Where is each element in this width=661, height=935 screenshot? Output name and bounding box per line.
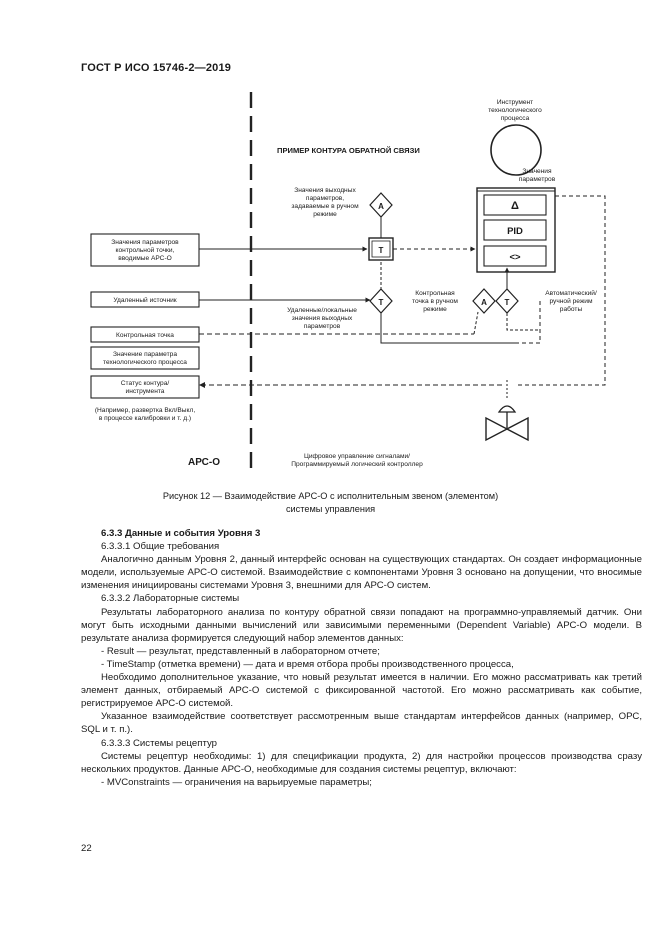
apco-label: АРС-О — [188, 457, 220, 468]
svg-text:Удаленный источник: Удаленный источник — [113, 297, 177, 304]
svg-text:работы: работы — [559, 306, 583, 313]
svg-text:Программируемый логический кон: Программируемый логический контроллер — [291, 461, 423, 468]
status-note — [95, 407, 196, 422]
page-number: 22 — [81, 843, 92, 854]
section-heading-6-3-3-1: 6.3.3.1 Общие требования — [101, 541, 220, 553]
svg-text:в процессе калибровки и т. д.): в процессе калибровки и т. д.) — [98, 415, 192, 422]
paragraph: Системы рецептур необходимы: 1) для спецификации продукта, 2) для настройки процессов производства сразу нескольких продуктов. Данные АРС-О, необходимые для создания системы рецептур, включают: — [81, 750, 642, 775]
pid-label: PID — [507, 226, 523, 237]
dcs-plc-label — [291, 453, 423, 468]
svg-text:Значения параметров: Значения параметров — [111, 239, 179, 246]
mode-arrows-icon: <> — [509, 252, 521, 263]
list-item: - Result — результат, представленный в лабораторном отчете; — [101, 645, 380, 657]
status-box — [91, 376, 199, 398]
svg-text:параметров,: параметров, — [305, 195, 345, 202]
control-valve-icon — [486, 380, 528, 440]
svg-text:Цифровое управление сигналами/: Цифровое управление сигналами/ — [303, 453, 411, 460]
section-heading-6-3-3: 6.3.3 Данные и события Уровня 3 — [101, 528, 261, 539]
svg-text:процесса: процесса — [500, 115, 530, 122]
controller-block — [477, 188, 555, 272]
param-values-label — [519, 168, 556, 183]
main-text — [81, 527, 642, 789]
process-value-box — [91, 347, 199, 369]
svg-text:параметров: параметров — [518, 176, 556, 183]
figure-caption-line2: системы управления — [285, 504, 376, 514]
svg-text:Статус контура/: Статус контура/ — [120, 380, 170, 387]
section-heading-6-3-3-2: 6.3.3.2 Лабораторные системы — [101, 593, 240, 605]
svg-text:точка в ручном: точка в ручном — [412, 298, 458, 305]
svg-text:ручной режим: ручной режим — [549, 298, 593, 305]
svg-text:Значение параметра: Значение параметра — [113, 351, 177, 358]
svg-text:режиме: режиме — [313, 211, 337, 218]
svg-text:режиме: режиме — [423, 306, 447, 313]
svg-text:Контрольная точка: Контрольная точка — [116, 332, 174, 339]
paragraph: Аналогично данным Уровня 2, данный интерфейс основан на существующих стандартах. Он создает информационные модели, используемые АРС-О системой. Взаимодействие с компонентами Уровня 3 основано на допущении, что вносимые изменения инициированы системами Уровня 3, внешними для АРС-О систем. — [81, 554, 642, 592]
setpoint-box — [91, 234, 199, 266]
svg-text:T: T — [378, 298, 384, 307]
manual-output-diamond — [370, 193, 392, 217]
svg-text:Удаленные/локальные: Удаленные/локальные — [287, 307, 357, 314]
delta-icon: Δ — [511, 200, 519, 212]
remote-local-label — [287, 307, 357, 330]
svg-text:параметров: параметров — [303, 323, 341, 330]
svg-text:контрольной точки,: контрольной точки, — [115, 247, 175, 254]
svg-text:Автоматический/: Автоматический/ — [545, 290, 597, 297]
transfer-block — [369, 238, 393, 260]
svg-text:Инструмент: Инструмент — [496, 99, 534, 106]
section-heading-6-3-3-3: 6.3.3.3 Системы рецептур — [101, 737, 217, 749]
checkpoint-manual-diamond — [473, 289, 495, 313]
svg-text:Значения выходных: Значения выходных — [294, 187, 356, 194]
paragraph: Результаты лабораторного анализа по контуру обратной связи попадают на программно-управляемый датчик. Они могут быть исходными данными вычислений или зависимыми переменными (Dependent Variable) АРС-О модели. В результате анализа формируется следующий набор элементов данных: — [81, 606, 642, 644]
svg-text:задаваемые в ручном: задаваемые в ручном — [291, 203, 359, 210]
figure-title: ПРИМЕР КОНТУРА ОБРАТНОЙ СВЯЗИ — [277, 146, 420, 155]
checkpoint-manual-label — [412, 290, 458, 313]
list-item: - TimeStamp (отметка времени) — дата и время отбора пробы производственного процесса, — [101, 658, 514, 670]
svg-text:значения выходных: значения выходных — [291, 315, 353, 322]
remote-local-diamond — [370, 289, 392, 313]
svg-text:Значения: Значения — [522, 168, 552, 175]
svg-text:технологического процесса: технологического процесса — [103, 359, 187, 366]
svg-text:Контрольная: Контрольная — [415, 290, 455, 297]
checkpoint-box — [91, 327, 199, 342]
auto-manual-diamond — [496, 289, 518, 313]
svg-text:T: T — [378, 246, 384, 255]
svg-text:(Например, развертка Вкл/Выкл,: (Например, развертка Вкл/Выкл, — [94, 407, 196, 414]
svg-text:A: A — [378, 202, 384, 211]
manual-outputs-label — [291, 187, 359, 218]
instrument-label — [488, 99, 542, 122]
remote-source-box — [91, 292, 199, 307]
auto-manual-label — [545, 289, 597, 313]
svg-text:технологического: технологического — [488, 107, 542, 114]
figure-caption — [0, 490, 661, 516]
svg-text:T: T — [504, 298, 510, 307]
svg-text:A: A — [481, 298, 487, 307]
paragraph: Указанное взаимодействие соответствует рассмотренным выше стандартам интерфейсов данных (например, ОРС, SQL и т. п.). — [81, 711, 642, 736]
list-item: - MVConstraints — ограничения на варьируемые параметры; — [101, 776, 372, 788]
paragraph: Необходимо дополнительное указание, что новый результат имеется в наличии. Его можно рассматривать как третий элемент данных, отбираемый АРС-О системой с фиксированной частотой. Его можно рассматривать как событие, регистрируемое АРС-О системой. — [81, 672, 642, 710]
svg-text:вводимые АРС-О: вводимые АРС-О — [118, 255, 172, 262]
document-header: ГОСТ Р ИСО 15746-2—2019 — [81, 62, 232, 74]
svg-text:инструмента: инструмента — [125, 388, 165, 395]
figure-caption-line1: Рисунок 12 — Взаимодействие АРС-О с исполнительным звеном (элементом) — [162, 491, 499, 501]
